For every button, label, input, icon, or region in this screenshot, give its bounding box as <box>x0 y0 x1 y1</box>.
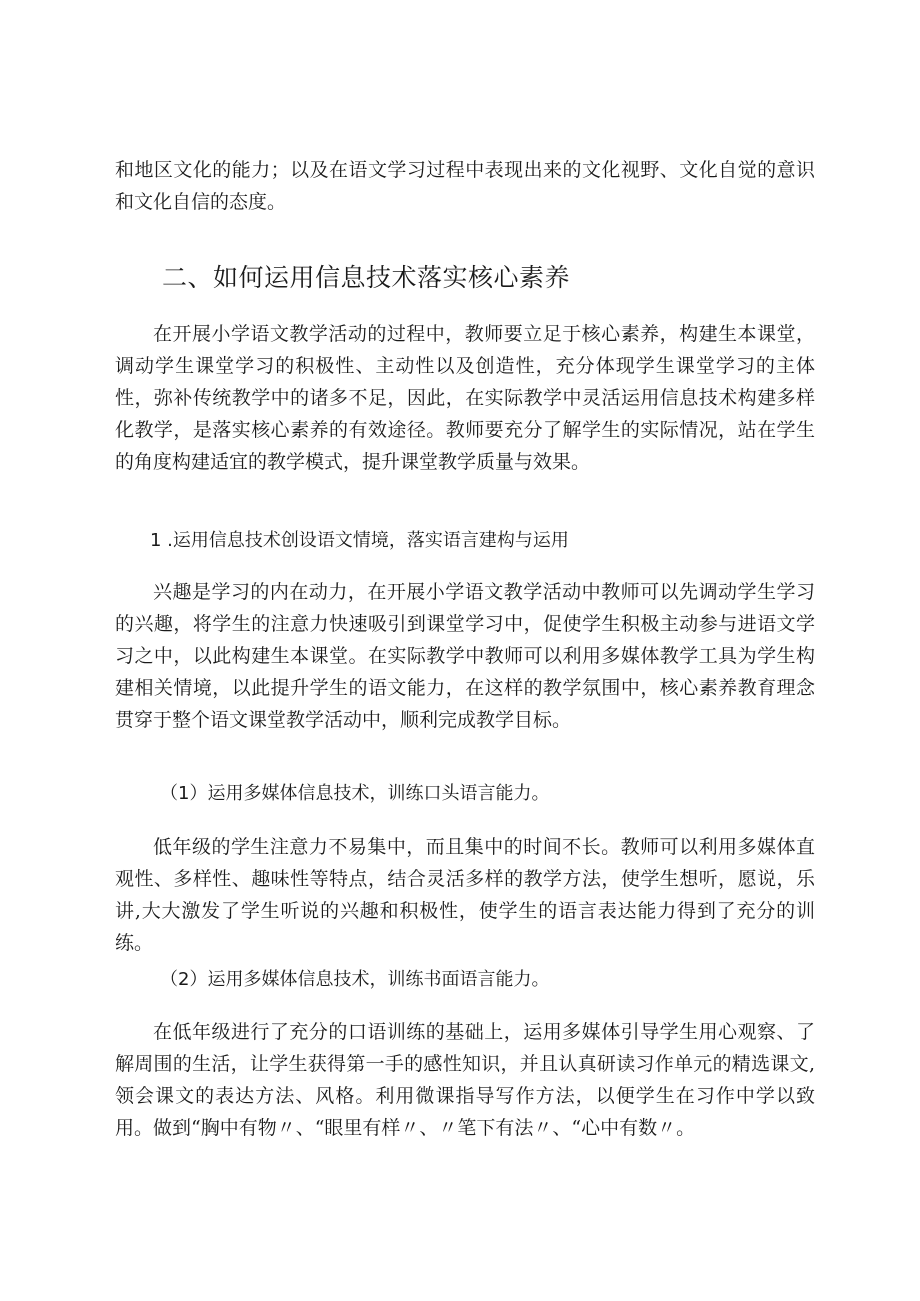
subheading-1-1: （1）运用多媒体信息技术，训练口头语言能力。 <box>160 783 550 804</box>
paragraph-1: 兴趣是学习的内在动力，在开展小学语文教学活动中教师可以先调动学生学习的兴趣，将学生的注意力快速吸引到课堂学习中，促使学生积极主动参与进语文学习之中，以此构建生本课堂。在实际教学中教师可以利用多媒体教学工具为学生构建相关情境，以此提升学生的语文能力，在这样的教学氛围中，核心素养教育理念贯穿于整个语文课堂教学活动中，顺利完成教学目标。 <box>115 581 815 731</box>
subheading-1-2: （2）运用多媒体信息技术，训练书面语言能力。 <box>160 969 550 990</box>
section-heading: 二、如何运用信息技术落实核心素养 <box>162 263 571 292</box>
paragraph-1-2: 在低年级进行了充分的口语训练的基础上，运用多媒体引导学生用心观察、了解周围的生活，让学生获得第一手的感性知识，并且认真研读习作单元的精选课文,领会课文的表达方法、风格。利用微课指导写作方法，以便学生在习作中学以致用。做到“胸中有物〃、“眼里有样〃、〃笔下有法〃、“心中有数〃。 <box>115 1021 815 1139</box>
paragraph-intro-continuation: 和地区文化的能力；以及在语文学习过程中表现出来的文化视野、文化自觉的意识和文化自信的态度。 <box>115 159 815 213</box>
paragraph-1-1: 低年级的学生注意力不易集中，而且集中的时间不长。教师可以利用多媒体直观性、多样性、趣味性等特点，结合灵活多样的教学方法，使学生想听，愿说，乐讲,大大激发了学生听说的兴趣和积极性，使学生的语言表达能力得到了充分的训练。 <box>115 836 815 954</box>
paragraph-section-intro: 在开展小学语文教学活动的过程中，教师要立足于核心素养，构建生本课堂，调动学生课堂学习的积极性、主动性以及创造性，充分体现学生课堂学习的主体性，弥补传统教学中的诸多不足，因此，在实际教学中灵活运用信息技术构建多样化教学，是落实核心素养的有效途径。教师要充分了解学生的实际情况，站在学生的角度构建适宜的教学模式，提升课堂教学质量与效果。 <box>115 323 815 473</box>
subheading-1: 1 .运用信息技术创设语文情境，落实语言建构与运用 <box>150 530 569 551</box>
